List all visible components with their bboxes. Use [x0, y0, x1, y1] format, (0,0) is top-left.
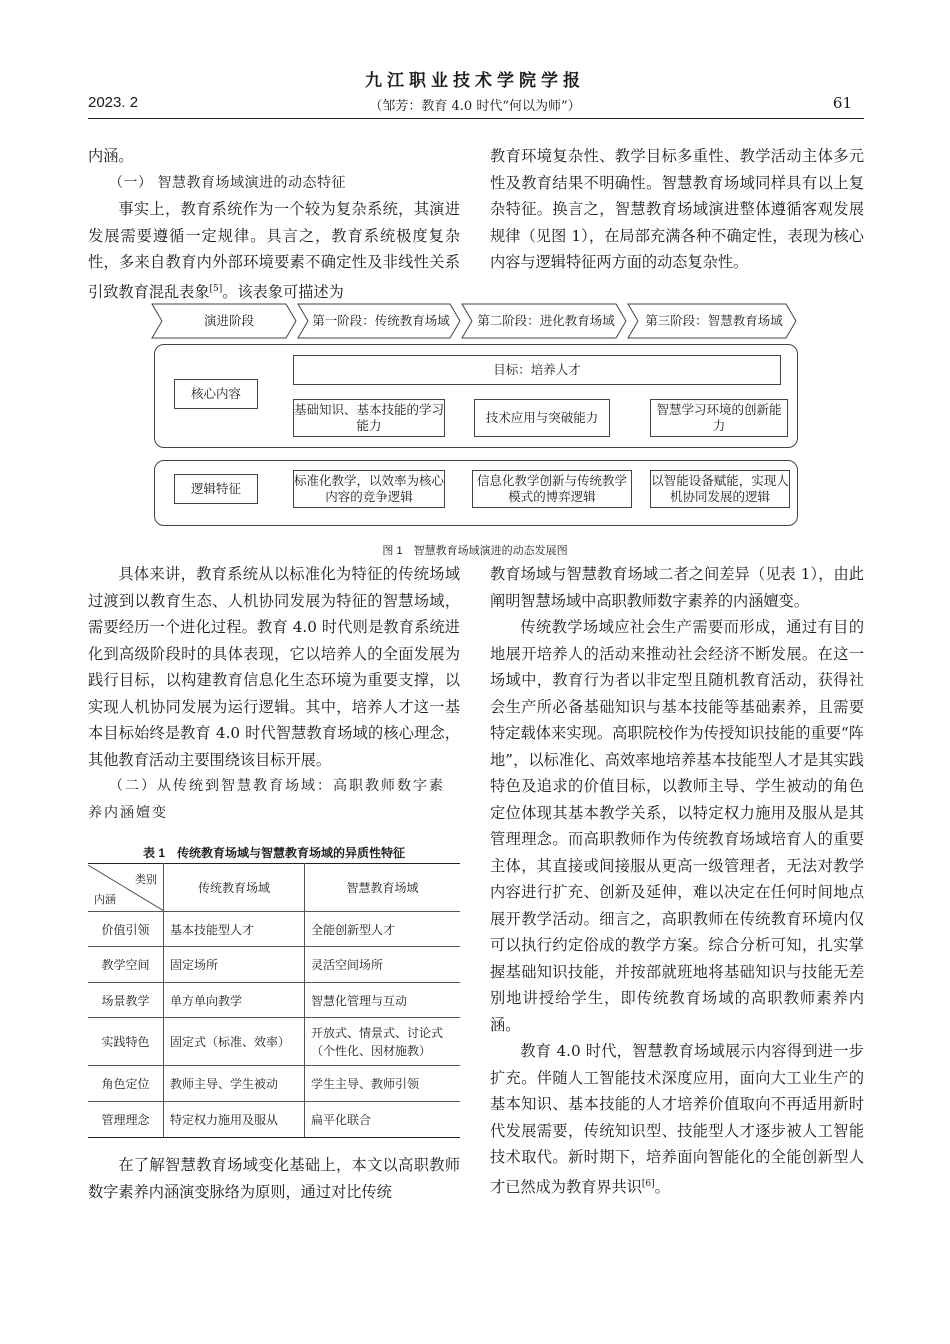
core-item-2: 技术应用与突破能力	[474, 399, 610, 437]
paragraph: 事实上，教育系统作为一个较为复杂系统，其演进发展需要遵循一定规律。具言之，教育系统极度复杂性，多来自教育内外部环境要素不确定性及非线性关系引致教育混乱表象[5]。该表象可描述为	[88, 200, 460, 301]
paragraph: 教育 4.0 时代，智慧教育场域展示内容得到进一步扩充。伴随人工智能技术深度应用，面向大工业生产的基本知识、基本技能的人才培养价值取向不再适用新时代发展需要，传统知识型、技能型人才逐步被人工智能技术取代。新时期下，培养面向智能化的全能创新型人才已然成为教育界共识[6]。	[490, 1042, 864, 1196]
corner-bottom-label: 内涵	[94, 892, 116, 906]
paragraph: 在了解智慧教育场域变化基础上，本文以高职教师数字素养内涵演变脉络为原则，通过对比传统	[88, 1156, 460, 1201]
left-column-middle	[88, 561, 460, 826]
right-column-top	[490, 143, 864, 276]
section-heading: （二）从传统到智慧教育场域：高职教师数字素养内涵嬗变	[88, 778, 445, 821]
table-header: 智慧教育场域	[305, 864, 461, 912]
table-cell: 全能创新型人才	[305, 912, 461, 947]
table-cell: 固定场所	[164, 947, 305, 983]
figure-1	[150, 298, 800, 530]
core-item-3: 智慧学习环境的创新能力	[650, 399, 788, 437]
stage-2: 第二阶段：进化教育场域	[477, 313, 615, 328]
table-cell: 特定权力施用及服从	[164, 1102, 305, 1138]
corner-top-label: 类别	[135, 872, 157, 886]
stage-3: 第三阶段：智慧教育场域	[645, 313, 783, 328]
core-content-label: 核心内容	[174, 379, 258, 409]
paragraph: 教育场域与智慧教育场域二者之间差异（见表 1），由此阐明智慧场域中高职教师数字素养的内涵嬗变。	[490, 565, 864, 610]
figure-caption: 图 1 智慧教育场域演进的动态发展图	[382, 545, 568, 557]
table-caption: 表 1 传统教育场域与智慧教育场域的异质性特征	[142, 846, 405, 860]
table-header: 传统教育场域	[164, 864, 305, 912]
stage-label: 演进阶段	[203, 313, 254, 328]
goal-box: 目标：培养人才	[293, 355, 781, 385]
table-cell: 教师主导、学生被动	[164, 1066, 305, 1102]
table-cell: 单方单向教学	[164, 983, 305, 1018]
table-row	[88, 912, 460, 947]
section-heading: （一） 智慧教育场域演进的动态特征	[109, 174, 346, 191]
table-row	[88, 947, 460, 983]
row-label: 实践特色	[88, 1018, 164, 1066]
logic-item-1: 标准化教学，以效率为核心内容的竞争逻辑	[293, 470, 445, 508]
table-cell: 扁平化联合	[305, 1102, 461, 1138]
table-cell: 固定式（标准、效率）	[164, 1018, 305, 1066]
logic-item-3: 以智能设备赋能，实现人机协同发展的逻辑	[650, 470, 790, 508]
running-title: （邹芳：教育 4.0 时代“何以为师”）	[369, 99, 581, 114]
paragraph: 内涵。	[88, 147, 134, 165]
header-rule	[88, 118, 864, 119]
table-corner-cell	[88, 864, 164, 912]
page-number: 61	[832, 94, 852, 112]
table-row	[88, 1102, 460, 1138]
logic-label: 逻辑特征	[174, 474, 258, 504]
table-cell: 开放式、情景式、讨论式（个性化、因材施教）	[305, 1018, 461, 1066]
row-label: 教学空间	[88, 947, 164, 983]
row-label: 场景教学	[88, 983, 164, 1018]
table-cell: 基本技能型人才	[164, 912, 305, 947]
table-row	[88, 1066, 460, 1102]
core-item-1: 基础知识、基本技能的学习能力	[293, 399, 445, 437]
left-column-bottom	[88, 1152, 460, 1205]
table-1	[88, 863, 460, 1138]
paragraph: 传统教学场域应社会生产需要而形成，通过有目的地展开培养人的活动来推动社会经济不断发展。在这一场域中，教育行为者以非定型且随机教育活动，获得社会生产所必备基础知识与基本技能等基础素养，且需要特定载体来实现。高职院校作为传授知识技能的重要“阵地”，以标准化、高效率地培养基本技能型人才是其实践特色及追求的价值目标，以教师主导、学生被动的角色定位体现其基本教学关系，以特定权力施用及服从是其管理理念。而高职教师作为传统教育场域培育人的重要主体，其直接或间接服从更高一级管理者，无法对教学内容进行扩充、创新及延伸，难以决定在任何时间地点展开教学活动。细言之，高职教师在传统教育环境内仅可以执行约定俗成的教学方案。综合分析可知，扎实掌握基础知识技能，并按部就班地将基础知识与技能无差别地讲授给学生，即传统教育场域的高职教师素养内涵。	[490, 618, 864, 1034]
paragraph: 具体来讲，教育系统从以标准化为特征的传统场域过渡到以教育生态、人机协同发展为特征的智慧场域，需要经历一个进化过程。教育 4.0 时代则是教育系统进化到高级阶段时的具体表现，它以培养人的全面发展为践行目标，以构建教育信息化生态环境为重要支撑，以实现人机协同发展为运行逻辑。其中，培养人才这一基本目标始终是教育 4.0 时代智慧教育场域的核心理念，其他教育活动主要围绕该目标开展。	[88, 565, 460, 769]
table-cell: 智慧化管理与互动	[305, 983, 461, 1018]
row-label: 管理理念	[88, 1102, 164, 1138]
journal-title: 九江职业技术学院学报	[365, 71, 585, 91]
row-label: 角色定位	[88, 1066, 164, 1102]
right-column-middle	[490, 561, 864, 1200]
table-cell: 灵活空间场所	[305, 947, 461, 983]
table-row	[88, 1018, 460, 1066]
table-row	[88, 983, 460, 1018]
issue-number: 2023. 2	[88, 94, 139, 111]
table-cell: 学生主导、教师引领	[305, 1066, 461, 1102]
left-column-top	[88, 143, 460, 305]
row-label: 价值引领	[88, 912, 164, 947]
citation[interactable]: [6]	[641, 1178, 655, 1189]
paragraph: 教育环境复杂性、教学目标多重性、教学活动主体多元性及教育结果不明确性。智慧教育场域同样具有以上复杂特征。换言之，智慧教育场域演进整体遵循客观发展规律（见图 1），在局部充满各种不确定性，表现为核心内容与逻辑特征两方面的动态复杂性。	[490, 147, 864, 271]
table-header-row	[88, 864, 460, 912]
logic-item-2: 信息化教学创新与传统教学模式的博弈逻辑	[472, 470, 632, 508]
citation[interactable]: [5]	[209, 283, 223, 294]
stage-1: 第一阶段：传统教育场域	[312, 313, 450, 328]
